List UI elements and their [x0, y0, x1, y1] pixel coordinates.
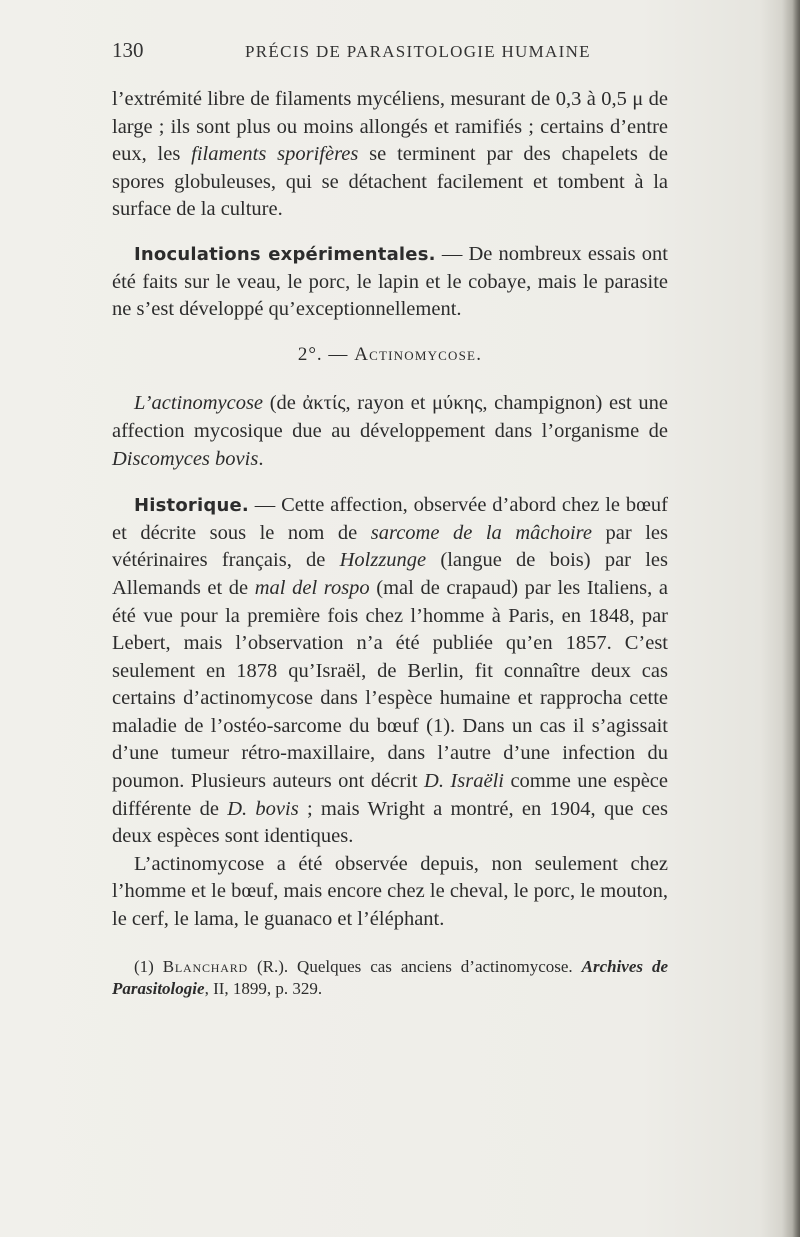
page-number: 130 [112, 38, 144, 62]
text-run: , II, 1899, p. 329. [204, 978, 323, 998]
text-run: — Cette affection, observée d’abord chez le bœuf et décrite sous le nom de [112, 494, 668, 544]
page-edge-shadow [782, 0, 800, 1237]
run-in-heading: Historique. [134, 495, 249, 517]
section-heading: Actinomycose. [354, 343, 483, 365]
italic-term: L’actinomycose [134, 392, 264, 415]
section-number: 2°. — [297, 343, 355, 365]
section-title [112, 341, 668, 369]
text-run: comme une espèce différente de [112, 770, 669, 820]
footnote [112, 956, 668, 1000]
italic-term: D. bovis [227, 797, 299, 820]
italic-term: mal del rospo [254, 576, 370, 599]
text-run: (R.). Quelques cas anciens d’actinomycose. [248, 956, 582, 976]
paragraph-inoculations [112, 241, 668, 324]
footnote-journal: Archives de Parasitologie [112, 956, 669, 998]
paragraph-definition [112, 390, 668, 473]
text-run: (langue de bois) par les Allemands et de [112, 549, 668, 599]
page-body [112, 86, 668, 1000]
text-run: l’extrémité libre de filaments mycéliens, mesurant de 0,3 à 0,5 μ de large ; ils sont plus ou moins allongés et ramifiés ; certains d’entre eux, les [112, 88, 668, 166]
text-run: ; mais Wright a montré, en 1904, que ces deux espèces sont identiques. [112, 797, 668, 848]
text-run: par les vétérinaires français, de [112, 521, 668, 572]
italic-term: filaments sporifères [191, 143, 359, 166]
text-run: se terminent par des chapelets de spores globuleuses, qui se détachent facilement et tombent à la surface de la culture. [112, 143, 669, 221]
paragraph-historique [112, 492, 668, 851]
paragraph-continuation [112, 86, 668, 224]
italic-term: sarcome de la mâchoire [370, 521, 592, 544]
text-run: — De nombreux essais ont été faits sur le veau, le porc, le lapin et le cobaye, mais le parasite ne s’est développé qu’exceptionnellement. [112, 242, 668, 321]
footnote-author: Blanchard [162, 956, 248, 976]
footnote-marker: (1) [134, 956, 163, 976]
italic-term: D. Israëli [424, 770, 504, 793]
text-run: . [258, 447, 264, 470]
paragraph-observation: L’actinomycose a été observée depuis, non seulement chez l’homme et le bœuf, mais encore chez le cheval, le porc, le mouton, le cerf, le lama, le guanaco et l’éléphant. [112, 852, 668, 931]
running-title: PRÉCIS DE PARASITOLOGIE HUMAINE [245, 42, 591, 61]
text-run: (de ἀκτίς, rayon et μύκης, champignon) est une affection mycosique due au développement dans l’organisme de [112, 392, 668, 442]
italic-term: Holzzunge [339, 549, 427, 572]
page-header [0, 38, 800, 78]
run-in-heading: Inoculations expérimentales. [134, 243, 436, 265]
italic-term: Discomyces bovis [112, 447, 259, 470]
text-run: (mal de crapaud) par les Italiens, a été vue pour la première fois chez l’homme à Paris, en 1848, par Lebert, mais l’observation n’a été publiée qu’en 1857. C’est seulement en 1878 qu’Israël, de Berlin, fit connaître deux cas certains d’actinomycose dans l’espèce humaine et rapprocha cette maladie de l’ostéo-sarcome du bœuf (1). Dans un cas il s’agissait d’une tumeur rétro-maxillaire, dans l’autre d’une infection du poumon. Plusieurs auteurs ont décrit [112, 576, 668, 793]
